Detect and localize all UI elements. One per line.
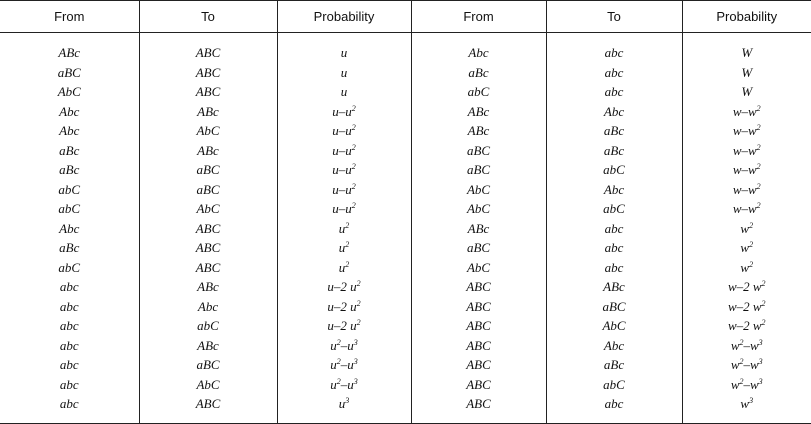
probability-cell: $u^2$ bbox=[277, 258, 411, 278]
probability-cell: $u^2-u^3$ bbox=[277, 355, 411, 375]
probability-cell: $w^2-w^3$ bbox=[682, 355, 811, 375]
probability-cell: $u-u^2$ bbox=[277, 160, 411, 180]
from-cell: ABC bbox=[411, 394, 546, 414]
probability-cell: $w^3$ bbox=[682, 394, 811, 414]
spacer-row bbox=[0, 33, 811, 44]
to-cell: ABC bbox=[139, 238, 277, 258]
probability-cell: u–2 $u^2$ bbox=[277, 316, 411, 336]
table-row bbox=[0, 297, 811, 317]
from-cell: AbC bbox=[57, 84, 81, 99]
to-cell: abc bbox=[546, 219, 682, 239]
probability-cell: $w^2$ bbox=[682, 258, 811, 278]
probability-cell: u bbox=[277, 82, 411, 102]
to-cell: ABC bbox=[139, 258, 277, 278]
probability-cell: u bbox=[277, 43, 411, 63]
to-cell: ABC bbox=[139, 82, 277, 102]
to-cell: abC bbox=[546, 160, 682, 180]
to-cell: AbC bbox=[139, 121, 277, 141]
to-cell: abc bbox=[546, 238, 682, 258]
table-row bbox=[0, 63, 811, 83]
to-cell: ABc bbox=[139, 336, 277, 356]
from-cell: abc bbox=[59, 318, 79, 333]
from-cell: aBC bbox=[411, 238, 546, 258]
from-cell: abc bbox=[59, 279, 79, 294]
from-cell: aBC bbox=[411, 160, 546, 180]
from-cell: abc bbox=[59, 298, 79, 314]
probability-cell: $u^3$ bbox=[277, 394, 411, 414]
from-cell: abC bbox=[58, 181, 81, 197]
from-cell: ABC bbox=[411, 297, 546, 317]
spacer-cell bbox=[277, 33, 411, 44]
table-row bbox=[0, 180, 811, 200]
table-row bbox=[0, 336, 811, 356]
probability-cell: u–2 $u^2$ bbox=[277, 277, 411, 297]
table-row bbox=[0, 355, 811, 375]
table-row bbox=[0, 160, 811, 180]
to-cell: abC bbox=[139, 316, 277, 336]
table-row bbox=[0, 102, 811, 122]
from-cell: abC bbox=[411, 82, 546, 102]
probability-cell: $u^2$ bbox=[277, 238, 411, 258]
spacer-cell bbox=[546, 414, 682, 424]
probability-cell: $u-u^2$ bbox=[277, 102, 411, 122]
to-cell: abc bbox=[546, 43, 682, 63]
from-cell: aBc bbox=[59, 162, 80, 177]
probability-cell: $u-u^2$ bbox=[277, 141, 411, 161]
to-cell: aBC bbox=[139, 160, 277, 180]
spacer-cell bbox=[546, 33, 682, 44]
to-cell: aBC bbox=[546, 297, 682, 317]
header-to: To bbox=[139, 1, 277, 33]
to-cell: aBC bbox=[139, 355, 277, 375]
probability-cell: u bbox=[277, 63, 411, 83]
to-cell: aBc bbox=[546, 355, 682, 375]
to-cell: ABc bbox=[139, 277, 277, 297]
table-row bbox=[0, 394, 811, 414]
probability-cell: $w-w^2$ bbox=[682, 141, 811, 161]
from-cell: aBC bbox=[411, 141, 546, 161]
to-cell: ABc bbox=[139, 141, 277, 161]
from-cell: abc bbox=[59, 396, 79, 411]
to-cell: abc bbox=[546, 82, 682, 102]
probability-cell: $u-u^2$ bbox=[277, 180, 411, 200]
header-to: To bbox=[546, 1, 682, 33]
header-probability: Probability bbox=[277, 1, 411, 33]
from-cell: abc bbox=[59, 337, 79, 353]
probability-cell: $w^2$ bbox=[682, 219, 811, 239]
to-cell: ABC bbox=[139, 43, 277, 63]
from-cell: ABC bbox=[411, 277, 546, 297]
from-cell: aBc bbox=[59, 240, 80, 255]
from-cell: abC bbox=[58, 259, 81, 275]
to-cell: aBc bbox=[546, 141, 682, 161]
spacer-cell bbox=[0, 33, 139, 44]
probability-cell: W bbox=[682, 43, 811, 63]
probability-cell: $w^2-w^3$ bbox=[682, 375, 811, 395]
from-cell: ABc bbox=[58, 45, 81, 60]
spacer-cell bbox=[139, 33, 277, 44]
from-cell: Abc bbox=[59, 220, 80, 236]
spacer-cell bbox=[277, 414, 411, 424]
probability-cell: $u-u^2$ bbox=[277, 199, 411, 219]
header-row bbox=[0, 1, 811, 33]
from-cell: ABC bbox=[411, 355, 546, 375]
table-row bbox=[0, 219, 811, 239]
probability-cell: $u-u^2$ bbox=[277, 121, 411, 141]
bottom-rule-row bbox=[0, 414, 811, 424]
probability-cell: $w-w^2$ bbox=[682, 121, 811, 141]
to-cell: ABC bbox=[139, 394, 277, 414]
to-cell: Abc bbox=[546, 180, 682, 200]
from-cell: abc bbox=[59, 357, 79, 372]
to-cell: aBC bbox=[139, 180, 277, 200]
spacer-cell bbox=[682, 33, 811, 44]
probability-cell: w–2 $w^2$ bbox=[682, 277, 811, 297]
probability-cell: $w^2$ bbox=[682, 238, 811, 258]
to-cell: Abc bbox=[546, 102, 682, 122]
spacer-cell bbox=[682, 414, 811, 424]
table-row bbox=[0, 141, 811, 161]
from-cell: ABC bbox=[411, 336, 546, 356]
to-cell: abc bbox=[546, 258, 682, 278]
from-cell: aBC bbox=[57, 64, 81, 80]
table-row bbox=[0, 375, 811, 395]
to-cell: Abc bbox=[546, 336, 682, 356]
from-cell: Abc bbox=[59, 103, 80, 119]
header-from: From bbox=[0, 1, 139, 33]
probability-cell: u–2 $u^2$ bbox=[277, 297, 411, 317]
table-row bbox=[0, 199, 811, 219]
probability-cell: $u^2$ bbox=[277, 219, 411, 239]
table-row bbox=[0, 238, 811, 258]
to-cell: ABc bbox=[546, 277, 682, 297]
from-cell: Abc bbox=[411, 43, 546, 63]
spacer-cell bbox=[0, 414, 139, 424]
probability-cell: $w-w^2$ bbox=[682, 180, 811, 200]
from-cell: aBc bbox=[59, 142, 80, 158]
from-cell: AbC bbox=[411, 180, 546, 200]
header-from: From bbox=[411, 1, 546, 33]
from-cell: Abc bbox=[59, 123, 80, 138]
to-cell: AbC bbox=[546, 316, 682, 336]
table-row bbox=[0, 121, 811, 141]
probability-cell: W bbox=[682, 63, 811, 83]
probability-cell: $w-w^2$ bbox=[682, 160, 811, 180]
probability-cell: $w-w^2$ bbox=[682, 102, 811, 122]
from-cell: ABc bbox=[411, 121, 546, 141]
from-cell: ABc bbox=[411, 219, 546, 239]
spacer-cell bbox=[411, 414, 546, 424]
to-cell: aBc bbox=[546, 121, 682, 141]
to-cell: AbC bbox=[139, 199, 277, 219]
table-row bbox=[0, 277, 811, 297]
to-cell: abC bbox=[546, 199, 682, 219]
probability-cell: $u^2-u^3$ bbox=[277, 375, 411, 395]
header-probability: Probability bbox=[682, 1, 811, 33]
spacer-cell bbox=[139, 414, 277, 424]
to-cell: abC bbox=[546, 375, 682, 395]
from-cell: ABC bbox=[411, 316, 546, 336]
to-cell: ABC bbox=[139, 219, 277, 239]
from-cell: aBc bbox=[411, 63, 546, 83]
table-row bbox=[0, 43, 811, 63]
to-cell: ABc bbox=[139, 102, 277, 122]
probability-cell: $w^2-w^3$ bbox=[682, 336, 811, 356]
from-cell: abc bbox=[59, 376, 79, 392]
from-cell: ABc bbox=[411, 102, 546, 122]
to-cell: AbC bbox=[139, 375, 277, 395]
to-cell: abc bbox=[546, 63, 682, 83]
to-cell: ABC bbox=[139, 63, 277, 83]
from-cell: ABC bbox=[411, 375, 546, 395]
probability-cell: $w-w^2$ bbox=[682, 199, 811, 219]
table-row bbox=[0, 82, 811, 102]
table-row bbox=[0, 316, 811, 336]
from-cell: AbC bbox=[411, 258, 546, 278]
table-row bbox=[0, 258, 811, 278]
probability-cell: $u^2-u^3$ bbox=[277, 336, 411, 356]
probability-cell: w–2 $w^2$ bbox=[682, 316, 811, 336]
spacer-cell bbox=[411, 33, 546, 44]
to-cell: abc bbox=[546, 394, 682, 414]
to-cell: Abc bbox=[139, 297, 277, 317]
probability-cell: w–2 $w^2$ bbox=[682, 297, 811, 317]
from-cell: AbC bbox=[411, 199, 546, 219]
from-cell: abC bbox=[58, 201, 81, 216]
probability-cell: W bbox=[682, 82, 811, 102]
